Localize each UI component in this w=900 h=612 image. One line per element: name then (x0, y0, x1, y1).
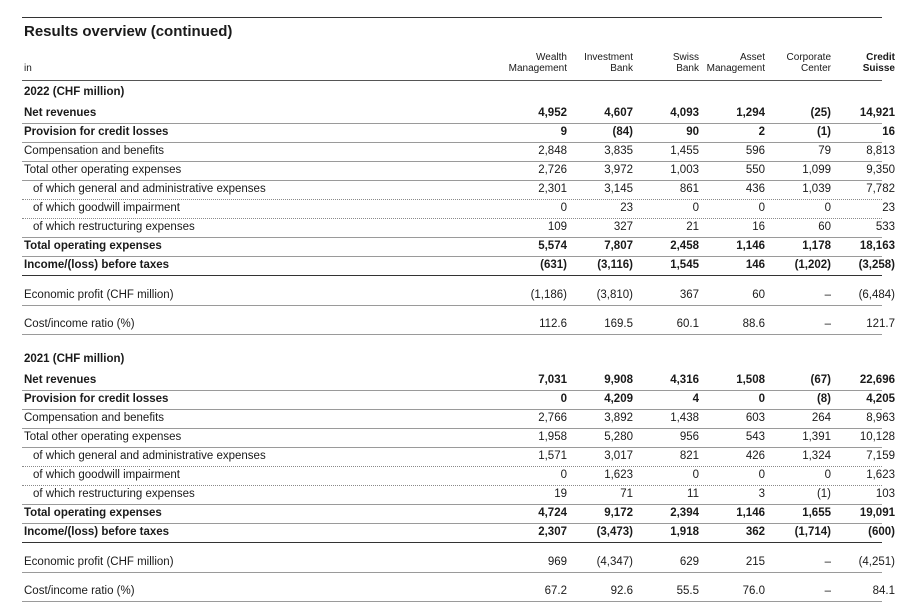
table-cell: 2,301 (538, 183, 567, 195)
column-header-line1: Credit (866, 52, 895, 63)
table-cell: 79 (818, 145, 831, 157)
table-cell: 327 (613, 221, 633, 233)
table-cell: 1,545 (670, 259, 699, 271)
table-cell: 1,146 (736, 240, 765, 252)
table-cell: (3,473) (596, 526, 633, 538)
column-header-line1: Asset (739, 52, 765, 63)
table-cell: 0 (824, 202, 831, 214)
table-cell: 1,918 (670, 526, 699, 538)
table-cell: 629 (679, 556, 699, 568)
table-cell: 3,145 (604, 183, 633, 195)
table-row (22, 256, 895, 276)
table-cell: 0 (758, 393, 765, 405)
table-cell: 18,163 (859, 240, 895, 252)
table-cell: 14,921 (859, 107, 895, 119)
table-cell: 4 (692, 393, 699, 405)
table-cell: 60 (818, 221, 831, 233)
table-cell: 533 (875, 221, 895, 233)
table-cell: 4,093 (670, 107, 699, 119)
row-label: Income/(loss) before taxes (24, 526, 170, 538)
table-cell: (67) (810, 374, 831, 386)
column-header-line2: Management (508, 63, 567, 74)
table-cell: 21 (686, 221, 699, 233)
table-cell: 0 (692, 469, 699, 481)
page-title: Results overview (continued) (24, 23, 233, 40)
table-cell: 426 (745, 450, 765, 462)
table-cell: 0 (560, 393, 567, 405)
column-header-line2: Bank (610, 63, 633, 74)
top-rule (22, 17, 882, 18)
table-cell: 1,099 (802, 164, 831, 176)
table-cell: 3,017 (604, 450, 633, 462)
row-label: Cost/income ratio (%) (24, 585, 135, 597)
row-label: Total other operating expenses (24, 431, 182, 443)
row-label: Provision for credit losses (24, 126, 169, 138)
table-row (22, 104, 895, 124)
table-cell: (8) (816, 393, 831, 405)
table-cell: 956 (679, 431, 699, 443)
row-label: Total other operating expenses (24, 164, 182, 176)
table-cell: 1,003 (670, 164, 699, 176)
table-cell: 60.1 (676, 318, 699, 330)
table-cell: (600) (868, 526, 895, 538)
table-cell: 1,571 (538, 450, 567, 462)
table-cell: (25) (810, 107, 831, 119)
row-label: Economic profit (CHF million) (24, 556, 174, 568)
table-cell: 596 (745, 145, 765, 157)
table-cell: 550 (745, 164, 765, 176)
table-cell: 1,623 (604, 469, 633, 481)
row-label: of which general and administrative expenses (33, 450, 266, 462)
table-cell: 1,178 (802, 240, 831, 252)
table-row (22, 237, 895, 257)
row-label: Total operating expenses (24, 240, 162, 252)
table-cell: 543 (745, 431, 765, 443)
table-cell: 23 (882, 202, 895, 214)
table-cell: 2,726 (538, 164, 567, 176)
table-cell: (1) (816, 488, 831, 500)
table-cell: 109 (547, 221, 567, 233)
table-cell: (4,251) (858, 556, 895, 568)
row-label: Net revenues (24, 374, 97, 386)
table-cell: 603 (745, 412, 765, 424)
table-row (22, 142, 895, 162)
table-cell: 1,655 (802, 507, 831, 519)
table-cell: 23 (620, 202, 633, 214)
table-cell: 1,391 (802, 431, 831, 443)
table-cell: 4,607 (604, 107, 633, 119)
row-label: Income/(loss) before taxes (24, 259, 170, 271)
table-cell: – (824, 585, 831, 597)
table-cell: 821 (679, 450, 699, 462)
row-label: Compensation and benefits (24, 412, 165, 424)
header-rule (22, 80, 882, 81)
table-cell: 0 (692, 202, 699, 214)
table-row (22, 123, 895, 143)
row-label: Total operating expenses (24, 507, 162, 519)
table-cell: 112.6 (539, 318, 567, 330)
table-cell: (1,186) (530, 289, 567, 301)
table-cell: 969 (547, 556, 567, 568)
table-cell: 1,324 (802, 450, 831, 462)
table-cell: 1,455 (670, 145, 699, 157)
column-header-line1: Investment (584, 52, 633, 63)
table-cell: 264 (811, 412, 831, 424)
table-cell: 55.5 (676, 585, 699, 597)
table-cell: 2,766 (538, 412, 567, 424)
table-cell: 436 (745, 183, 765, 195)
table-cell: 4,724 (538, 507, 567, 519)
table-cell: (3,810) (596, 289, 633, 301)
table-cell: 215 (745, 556, 765, 568)
table-row (22, 390, 895, 410)
table-cell: 88.6 (742, 318, 765, 330)
table-cell: 19,091 (859, 507, 895, 519)
row-label: Compensation and benefits (24, 145, 165, 157)
table-cell: 2,458 (670, 240, 699, 252)
table-cell: 3 (758, 488, 765, 500)
table-cell: 9,350 (866, 164, 895, 176)
table-cell: 0 (758, 469, 765, 481)
table-cell: 362 (745, 526, 765, 538)
table-cell: 9,908 (604, 374, 633, 386)
table-cell: 22,696 (859, 374, 895, 386)
table-cell: (1) (816, 126, 831, 138)
column-header-line2: Suisse (862, 63, 895, 74)
table-row (22, 466, 895, 486)
table-cell: 7,159 (866, 450, 895, 462)
table-row (22, 371, 895, 391)
table-row (22, 218, 895, 238)
table-cell: 2,394 (670, 507, 699, 519)
row-label: of which restructuring expenses (33, 221, 195, 233)
table-cell: 9,172 (604, 507, 633, 519)
section-heading: 2021 (CHF million) (24, 353, 125, 365)
table-row (22, 504, 895, 524)
column-header-line1: Corporate (786, 52, 831, 63)
table-cell: 1,508 (736, 374, 765, 386)
table-cell: – (824, 289, 831, 301)
table-cell: (3,258) (858, 259, 895, 271)
table-cell: 71 (620, 488, 633, 500)
table-cell: 0 (758, 202, 765, 214)
table-cell: 16 (752, 221, 765, 233)
row-label: of which goodwill impairment (33, 469, 181, 481)
row-label: Provision for credit losses (24, 393, 169, 405)
column-header-credit-suisse (805, 52, 895, 74)
table-cell: 4,205 (866, 393, 895, 405)
table-row (22, 523, 895, 543)
table-cell: 2,848 (538, 145, 567, 157)
table-cell: 3,835 (604, 145, 633, 157)
table-cell: 19 (554, 488, 567, 500)
table-cell: 861 (679, 183, 699, 195)
table-row (22, 447, 895, 467)
table-row (22, 409, 895, 429)
table-cell: 1,438 (670, 412, 699, 424)
column-header-line2: Management (706, 63, 765, 74)
table-cell: 67.2 (544, 585, 567, 597)
table-cell: 4,952 (538, 107, 567, 119)
table-cell: 4,209 (604, 393, 633, 405)
table-row (22, 485, 895, 505)
table-cell: 1,294 (736, 107, 765, 119)
table-cell: 121.7 (866, 318, 895, 330)
row-label: Economic profit (CHF million) (24, 289, 174, 301)
table-cell: 1,146 (736, 507, 765, 519)
table-row (22, 553, 895, 573)
column-header-line1: Wealth (536, 52, 567, 63)
table-cell: 5,574 (538, 240, 567, 252)
row-label: of which restructuring expenses (33, 488, 195, 500)
table-cell: 7,807 (604, 240, 633, 252)
table-cell: 1,958 (538, 431, 567, 443)
section-heading: 2022 (CHF million) (24, 86, 125, 98)
table-cell: 2,307 (538, 526, 567, 538)
table-row (22, 315, 895, 335)
row-label: of which general and administrative expenses (33, 183, 266, 195)
table-cell: 16 (882, 126, 895, 138)
table-cell: 0 (560, 469, 567, 481)
table-cell: 169.5 (604, 318, 633, 330)
table-cell: (1,202) (794, 259, 831, 271)
table-cell: – (824, 318, 831, 330)
table-cell: 4,316 (670, 374, 699, 386)
table-cell: 7,782 (866, 183, 895, 195)
table-cell: 3,972 (604, 164, 633, 176)
column-header-line2: Bank (676, 63, 699, 74)
table-cell: 1,039 (802, 183, 831, 195)
table-cell: 146 (745, 259, 765, 271)
table-cell: (84) (612, 126, 633, 138)
row-label: of which goodwill impairment (33, 202, 181, 214)
column-header-line2: Center (800, 63, 831, 74)
table-cell: 103 (875, 488, 895, 500)
table-cell: – (824, 556, 831, 568)
table-cell: (3,116) (597, 259, 633, 271)
table-cell: 5,280 (604, 431, 633, 443)
table-cell: 76.0 (742, 585, 765, 597)
table-cell: 92.6 (610, 585, 633, 597)
table-row (22, 161, 895, 181)
table-cell: 84.1 (872, 585, 895, 597)
table-cell: (6,484) (858, 289, 895, 301)
table-cell: 0 (824, 469, 831, 481)
table-cell: 11 (687, 488, 699, 500)
table-cell: (631) (540, 259, 567, 271)
table-cell: 0 (560, 202, 567, 214)
table-row (22, 582, 895, 602)
table-cell: 8,813 (866, 145, 895, 157)
row-label: Net revenues (24, 107, 97, 119)
table-row (22, 180, 895, 200)
table-cell: (4,347) (596, 556, 633, 568)
table-cell: 2 (758, 126, 765, 138)
table-cell: 7,031 (538, 374, 567, 386)
table-cell: 8,963 (866, 412, 895, 424)
table-cell: 60 (752, 289, 765, 301)
column-header-line1: Swiss (672, 52, 699, 63)
table-row (22, 428, 895, 448)
table-row (22, 286, 895, 306)
table-cell: (1,714) (794, 526, 831, 538)
table-row (22, 199, 895, 219)
table-cell: 1,623 (866, 469, 895, 481)
table-cell: 90 (686, 126, 699, 138)
table-cell: 367 (679, 289, 699, 301)
table-cell: 3,892 (604, 412, 633, 424)
units-label: in (24, 63, 32, 74)
table-cell: 10,128 (859, 431, 895, 443)
row-label: Cost/income ratio (%) (24, 318, 135, 330)
table-cell: 9 (560, 126, 567, 138)
